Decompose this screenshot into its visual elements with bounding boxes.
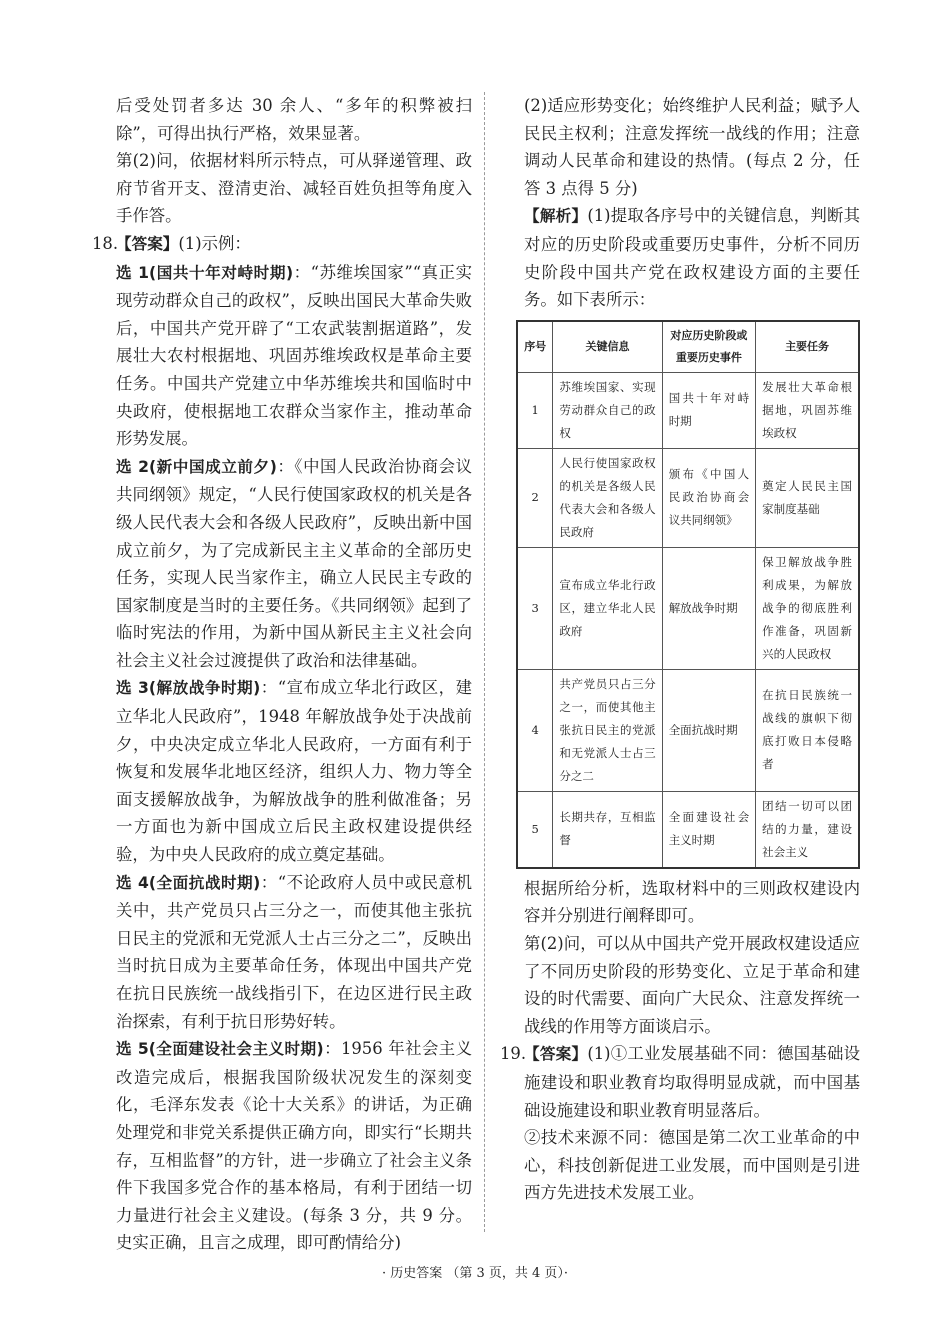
table-cell: 4 — [517, 669, 553, 791]
left-column — [92, 92, 472, 1257]
choice-text: ：1956 年社会主义改造完成后，根据我国阶级状况发生的深刻变化，毛泽东发表《论十大关系》的讲话，为正确处理党和非党关系提供正确方向，即实行“长期共存，互相监督”的方针，进一步确立了社会主义条件下我国多党合作的基本格局，有利于团结一切力量进行社会主义建设。(每条 3 分，共 9 分。史实正确，且言之成理，即可酌情给分) — [116, 1039, 472, 1253]
paragraph: 第(2)问，依据材料所示特点，可从驿递管理、政府节省开支、澄清吏治、减轻百姓负担等角度入手作答。 — [116, 151, 472, 226]
table-cell: 共产党员只占三分之一，而使其他主张抗日民主的党派和无党派人士占三分之二 — [553, 669, 662, 791]
page-footer: · 历史答案 （第 3 页，共 4 页）· — [381, 1266, 569, 1281]
table-cell: 保卫解放战争胜利成果，为解放战争的彻底胜利作准备，巩固新兴的人民政权 — [756, 547, 859, 669]
table-cell: 宣布成立华北行政区，建立华北人民政府 — [553, 547, 662, 669]
table-cell: 颁布《中国人民政治协商会议共同纲领》 — [662, 448, 755, 547]
analysis-tag: 【解析】 — [524, 207, 588, 226]
table-cell: 解放战争时期 — [662, 547, 755, 669]
choice-heading: 选 5(全面建设社会主义时期) — [116, 1040, 324, 1059]
table-cell: 3 — [517, 547, 553, 669]
table-row — [517, 669, 859, 791]
choice-5 — [116, 1035, 472, 1257]
choice-heading: 选 1(国共十年对峙时期) — [116, 263, 294, 282]
answer-text: (1)①工业发展基础不同：德国基础设施建设和职业教育均取得明显成就，而中国基础设施建设和职业教育明显落后。 — [524, 1044, 860, 1120]
choice-3 — [116, 674, 472, 868]
table-row — [517, 448, 859, 547]
table-row — [517, 372, 859, 448]
table-cell: 全面建设社会主义时期 — [662, 791, 755, 868]
table-header-cell: 序号 — [517, 321, 553, 373]
table-cell: 5 — [517, 791, 553, 868]
table-row — [517, 791, 859, 868]
choice-text: ：“宣布成立华北行政区，建立华北人民政府”，1948 年解放战争处于决战前夕，中央决定成立华北人民政府，一方面有利于恢复和发展华北地区经济，组织人力、物力等全面支援解放战争，为解放战争的胜利做准备；另一方面也为新中国成立后民主政权建设提供经验，为中央人民政府的成立奠定基础。 — [116, 678, 472, 865]
table-header-cell: 关键信息 — [553, 321, 662, 373]
table-cell: 2 — [517, 448, 553, 547]
table-cell: 苏维埃国家、实现劳动群众自己的政权 — [553, 372, 662, 448]
table-cell: 国共十年对峙时期 — [662, 372, 755, 448]
question-body — [116, 230, 472, 1257]
choice-1 — [116, 259, 472, 453]
question-number: 19. — [500, 1044, 527, 1064]
table-cell: 发展壮大革命根据地，巩固苏维埃政权 — [756, 372, 859, 448]
choice-2 — [116, 453, 472, 675]
table-cell: 长期共存，互相监督 — [553, 791, 662, 868]
table-cell: 团结一切可以团结的力量，建设社会主义 — [756, 791, 859, 868]
answer-paragraph — [524, 1040, 860, 1124]
analysis-table — [516, 320, 860, 869]
choice-4 — [116, 869, 472, 1036]
table-header-cell: 对应历史阶段或重要历史事件 — [662, 321, 755, 373]
question-19 — [500, 1040, 860, 1207]
answer-tag: 【答案】 — [524, 1045, 588, 1064]
table-header-cell: 主要任务 — [756, 321, 859, 373]
table-header-row — [517, 321, 859, 373]
analysis-paragraph — [500, 202, 860, 313]
choice-text: ：“苏维埃国家”“真正实现劳动群众自己的政权”，反映出国民大革命失败后，中国共产党开辟了“工农武装割据道路”，发展壮大农村根据地、巩固苏维埃政权是革命主要任务。中国共产党建立中华苏维埃共和国临时中央政府，使根据地工农群众当家作主，推动革命形势发展。 — [116, 262, 472, 449]
choice-heading: 选 2(新中国成立前夕) — [116, 457, 277, 476]
column-divider — [484, 92, 485, 1232]
table-cell: 奠定人民民主国家制度基础 — [756, 448, 859, 547]
answer-tag: 【答案】 — [116, 234, 179, 253]
answer-paragraph: ②技术来源不同：德国是第二次工业革命的中心，科技创新促进工业发展，而中国则是引进西方先进技术发展工业。 — [524, 1128, 860, 1203]
table-cell: 全面抗战时期 — [662, 669, 755, 791]
answer-lead — [116, 230, 472, 259]
answer-lead-text: (1)示例： — [178, 233, 251, 253]
right-column — [500, 92, 860, 1207]
question-body — [524, 1040, 860, 1207]
table-cell: 1 — [517, 372, 553, 448]
paragraph: (2)适应形势变化；始终维护人民利益；赋予人民民主权利；注意发挥统一战线的作用；注意调动人民革命和建设的热情。(每点 2 分，任答 3 点得 5 分) — [524, 96, 860, 198]
choice-text: ：《中国人民政治协商会议共同纲领》规定，“人民行使国家政权的机关是各级人民代表大会和各级人民政府”，反映出新中国成立前夕，为了完成新民主主义革命的全部历史任务，实现人民当家作主，确立人民民主专政的国家制度是当时的主要任务。《共同纲领》起到了临时宪法的作用，为新中国从新民主主义社会向社会主义社会过渡提供了政治和法律基础。 — [116, 456, 472, 670]
table-cell: 人民行使国家政权的机关是各级人民代表大会和各级人民政府 — [553, 448, 662, 547]
paragraph: 后受处罚者多达 30 余人、“多年的积弊被扫除”，可得出执行严格，效果显著。 — [116, 96, 472, 143]
choice-heading: 选 4(全面抗战时期) — [116, 873, 261, 892]
question-18 — [92, 230, 472, 1257]
table-cell: 在抗日民族统一战线的旗帜下彻底打败日本侵略者 — [756, 669, 859, 791]
choice-heading: 选 3(解放战争时期) — [116, 679, 261, 698]
analysis-text: (1)提取各序号中的关键信息，判断其对应的历史阶段或重要历史事件，分析不同历史阶段中国共产党在政权建设方面的主要任务。如下表所示： — [524, 206, 860, 310]
table-row — [517, 547, 859, 669]
paragraph: 第(2)问，可以从中国共产党开展政权建设适应了不同历史阶段的形势变化、立足于革命和建设的时代需要、面向广大民众、注意发挥统一战线的作用等方面谈启示。 — [524, 933, 860, 1036]
question-number: 18. — [92, 233, 119, 253]
paragraph: 根据所给分析，选取材料中的三则政权建设内容并分别进行阐释即可。 — [524, 878, 860, 926]
choice-text: ：“不论政府人员中或民意机关中，共产党员只占三分之一，而使其他主张抗日民主的党派和无党派人士占三分之二”，反映出当时抗日成为主要革命任务，体现出中国共产党在抗日民族统一战线指引下，在边区进行民主政治探索，有利于抗日形势好转。 — [116, 872, 472, 1031]
